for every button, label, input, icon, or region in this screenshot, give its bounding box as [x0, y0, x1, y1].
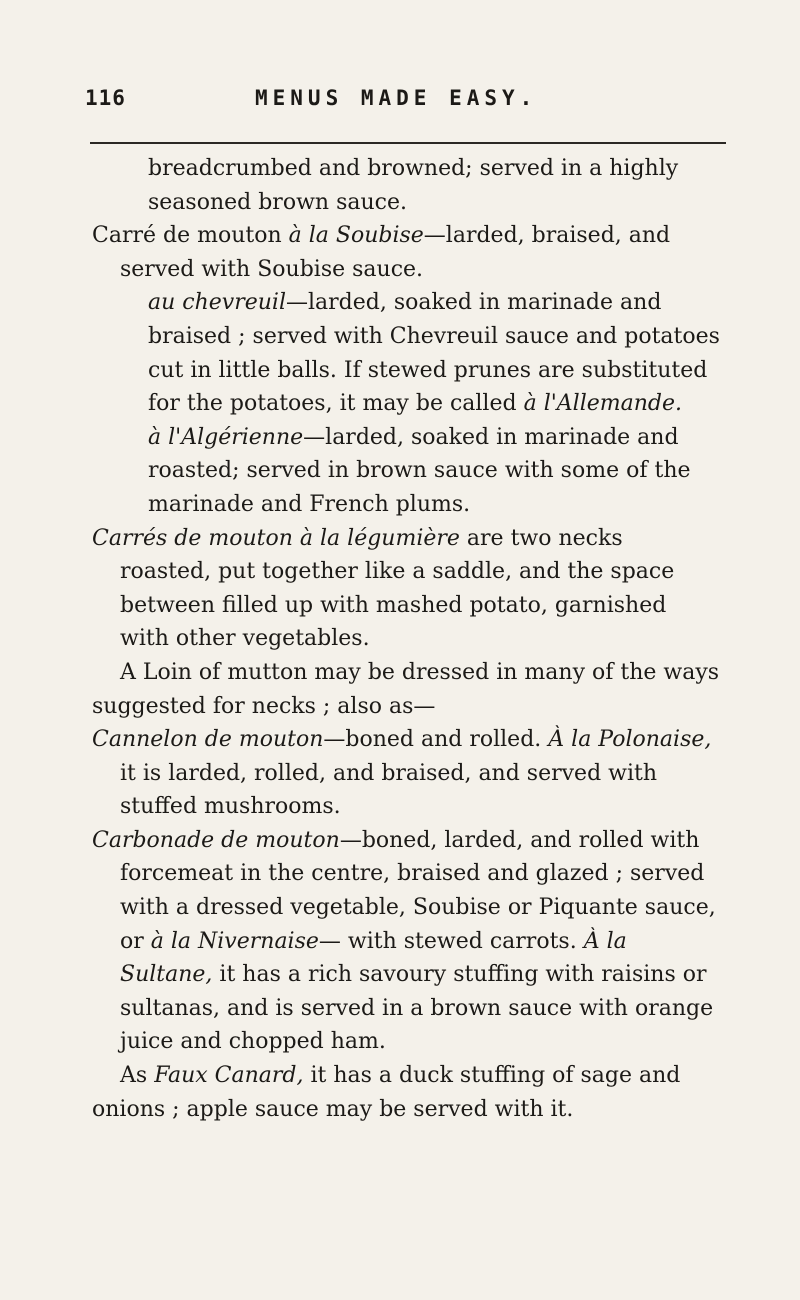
dish-style-alt: à l'Allemande. [523, 391, 682, 417]
page-number: 116 [85, 86, 126, 110]
dish-name: Carbonade de mouton [92, 827, 340, 853]
dish-style: à la Soubise [288, 223, 424, 249]
paragraph-chevreuil: au chevreuil—larded, soaked in marinade and braised ; served with Chevreuil sauce and potatoes cut in little balls. If stewed prunes are substituted for the potatoes, it may be called à l'Allemande. [148, 290, 720, 417]
dish-style: à la Nivernaise [150, 928, 319, 954]
header-rule [90, 142, 726, 144]
dish-name: Faux Canard, [154, 1063, 304, 1089]
paragraph-loin: A Loin of mutton may be dressed in many of the ways suggested for necks ; also as— [92, 659, 720, 719]
dish-name: Carrés de mouton à la légumière [92, 525, 460, 551]
dish-style: À la Polonaise, [548, 727, 712, 753]
paragraph-faux-canard: As Faux Canard, it has a duck stuffing of sage and onions ; apple sauce may be served with it. [92, 1063, 681, 1122]
paragraph-cannelon: Cannelon de mouton—boned and rolled. À la Polonaise, it is larded, rolled, and braised, and served with stuffed mushrooms. [92, 727, 712, 820]
dish-style: au chevreuil [148, 290, 286, 316]
paragraph-algerienne: à l'Algérienne—larded, soaked in marinade and roasted; served in brown sauce with some of the marinade and French plums. [148, 424, 691, 517]
dish-name: Cannelon de mouton [92, 727, 324, 753]
dish-name: Carré de mouton [92, 223, 282, 249]
paragraph-legumiere: Carrés de mouton à la légumière are two necks roasted, put together like a saddle, and the space between filled up with mashed potato, garnished with other vegetables. [92, 525, 675, 652]
paragraph-carbonade: Carbonade de mouton—boned, larded, and rolled with forcemeat in the centre, braised and glazed ; served with a dressed vegetable, Soubise or Piquante sauce, or à la Nivernaise— with stewed carrots. À la Sultane, it has a rich savoury stuffing with raisins or sultanas, and is served in a brown sauce with orange juice and chopped ham. [92, 827, 716, 1055]
page-header [85, 86, 725, 122]
dish-style-alt: À la Sultane, [120, 928, 627, 988]
paragraph-carre-soubise: Carré de mouton à la Soubise—larded, braised, and served with Soubise sauce. [92, 223, 671, 282]
paragraph-continuation: breadcrumbed and browned; served in a highly seasoned brown sauce. [148, 156, 679, 215]
body-text [92, 152, 720, 1126]
running-title: MENUS MADE EASY. [255, 86, 538, 110]
dish-style: à l'Algérienne [148, 424, 304, 450]
